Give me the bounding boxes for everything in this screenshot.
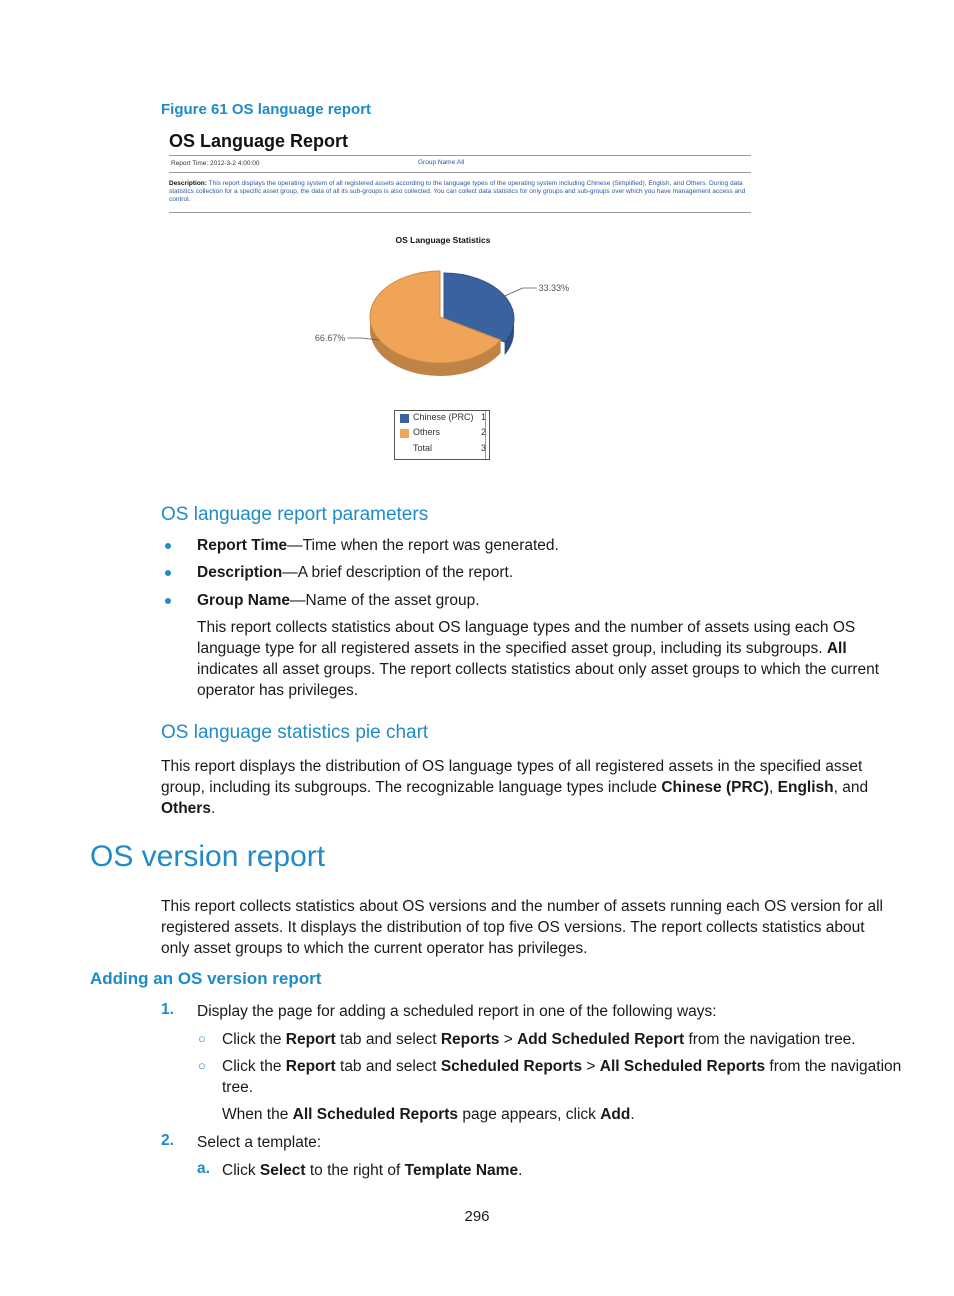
- paragraph-text: language type for all registered assets in the specified asset group, including its subgroups.: [197, 640, 823, 657]
- substep-text: .: [518, 1162, 523, 1179]
- group-paragraph-line: This report collects statistics about OS language types and the number of assets using each OS: [197, 619, 856, 636]
- report-title: OS Language Report: [169, 131, 349, 151]
- substep-bold: Report: [285, 1058, 336, 1075]
- group-name: Group Name:All: [418, 159, 465, 166]
- pie-leader-line: [505, 288, 537, 296]
- paragraph-bold: All Scheduled Reports: [292, 1106, 459, 1123]
- report-divider: [169, 212, 751, 213]
- version-paragraph-line: only asset groups to which the current operator has privileges.: [161, 940, 588, 957]
- paragraph-bold: Chinese (PRC): [661, 779, 770, 796]
- substep-text: tab and select: [335, 1031, 441, 1048]
- paragraph-text: group, including its subgroups. The recognizable language types include: [161, 779, 662, 796]
- substep-bold: Add Scheduled Report: [517, 1031, 685, 1048]
- chart-legend: [394, 410, 490, 460]
- substep-text: tab and select: [335, 1058, 441, 1075]
- bullet-text: —Time when the report was generated.: [287, 537, 559, 554]
- description-text: This report displays the operating system of all registered assets according to the language types of the operating system including Chinese (Simplified), English, and Others. During data statistics collection for a specific asset group, the data of all its sub-groups is also collected. You can collect data statistics for only groups and sub-groups over which you have management access and control.: [169, 180, 746, 203]
- chart-title: OS Language Statistics: [395, 235, 491, 245]
- substep-text: to the right of: [305, 1162, 405, 1179]
- report-divider: [169, 155, 751, 156]
- pie-percent-label: 66.67%: [314, 333, 346, 343]
- bullet-icon: [165, 570, 171, 576]
- pie-paragraph-line: This report displays the distribution of OS language types of all registered assets in the specified asset: [161, 758, 863, 775]
- substep-text: Click: [222, 1162, 260, 1179]
- legend-row-others: [395, 426, 489, 441]
- version-paragraph-line: This report collects statistics about OS versions and the number of assets running each OS version for all: [161, 898, 883, 915]
- report-description: [169, 180, 753, 204]
- paragraph-bold: Others: [161, 800, 211, 817]
- description-label: Description:: [169, 180, 207, 187]
- bullet-description: [197, 562, 513, 583]
- substep-bold: All Scheduled Reports: [599, 1058, 766, 1075]
- bullet-term: Description: [197, 564, 283, 581]
- paragraph-bold: English: [777, 779, 834, 796]
- bullet-term: Group Name: [197, 592, 291, 609]
- adding-heading: Adding an OS version report: [90, 969, 322, 988]
- substep-bold: Select: [259, 1162, 306, 1179]
- substep-bold: Template Name: [404, 1162, 519, 1179]
- step-text: Select a template:: [197, 1134, 322, 1151]
- substep-bold: Reports: [440, 1031, 500, 1048]
- pie-paragraph-line: [161, 777, 868, 798]
- legend-swatch-others: [400, 429, 409, 438]
- substep-text: >: [499, 1031, 518, 1048]
- substep-text: from the navigation tree.: [684, 1031, 856, 1048]
- legend-label: Chinese (PRC): [413, 412, 474, 422]
- report-time: Report Time: 2012-3-2 4:00:00: [171, 160, 260, 167]
- substep-text: Click the: [222, 1031, 286, 1048]
- pie-percent-label: 33.33%: [538, 283, 570, 293]
- legend-row-chinese: [395, 411, 489, 426]
- step-letter: a.: [197, 1160, 210, 1177]
- bullet-group-name: [197, 590, 480, 611]
- legend-count: 1: [480, 412, 486, 422]
- step-number: 1.: [161, 1001, 174, 1018]
- legend-swatch-chinese: [400, 414, 409, 423]
- group-paragraph-line: indicates all asset groups. The report collects statistics about only asset groups to which the current: [197, 661, 880, 678]
- page-number: 296: [464, 1208, 490, 1225]
- bullet-icon: [165, 598, 171, 604]
- paragraph-text: .: [630, 1106, 635, 1123]
- substep-line: [222, 1056, 901, 1077]
- params-heading: OS language report parameters: [161, 504, 429, 525]
- bullet-icon: [165, 543, 171, 549]
- substep-bold: Scheduled Reports: [440, 1058, 583, 1075]
- circle-bullet-icon: ○: [198, 1058, 206, 1073]
- substep-text: from the navigation: [765, 1058, 902, 1075]
- paragraph-text: , and: [833, 779, 869, 796]
- step-number: 2.: [161, 1132, 174, 1149]
- substep-bold: Report: [285, 1031, 336, 1048]
- substep-line: [222, 1160, 522, 1181]
- figure-caption: Figure 61 OS language report: [161, 101, 372, 118]
- bullet-report-time: [197, 535, 559, 556]
- legend-label: Others: [413, 427, 441, 437]
- substep-line: tree.: [222, 1079, 254, 1096]
- version-heading: OS version report: [90, 840, 326, 873]
- bullet-text: —Name of the asset group.: [290, 592, 480, 609]
- report-divider: [169, 172, 751, 173]
- paragraph-text: page appears, click: [458, 1106, 601, 1123]
- step-text: Display the page for adding a scheduled report in one of the following ways:: [197, 1003, 717, 1020]
- bullet-term: Report Time: [197, 537, 288, 554]
- legend-label: Total: [413, 443, 433, 453]
- paragraph-text: When the: [222, 1106, 293, 1123]
- paragraph-bold: All: [826, 640, 847, 657]
- paragraph-bold: Add: [600, 1106, 631, 1123]
- substep-text: Click the: [222, 1058, 286, 1075]
- version-paragraph-line: registered assets. It displays the distribution of top five OS versions. The report collects statistics about: [161, 919, 865, 936]
- legend-row-total: [395, 442, 489, 457]
- bullet-text: —A brief description of the report.: [282, 564, 514, 581]
- group-paragraph-line: [197, 638, 847, 659]
- circle-bullet-icon: ○: [198, 1031, 206, 1046]
- substep-line: [222, 1029, 856, 1050]
- pie-paragraph-line: [161, 798, 215, 819]
- legend-count: 3: [480, 443, 486, 453]
- pie-heading: OS language statistics pie chart: [161, 722, 429, 743]
- os-language-pie-chart: [300, 255, 600, 405]
- substep-text: >: [582, 1058, 600, 1075]
- legend-count: 2: [480, 427, 486, 437]
- paragraph-text: ,: [769, 779, 778, 796]
- paragraph-text: .: [210, 800, 216, 817]
- when-paragraph: [222, 1104, 635, 1125]
- group-paragraph-line: operator has privileges.: [197, 682, 359, 699]
